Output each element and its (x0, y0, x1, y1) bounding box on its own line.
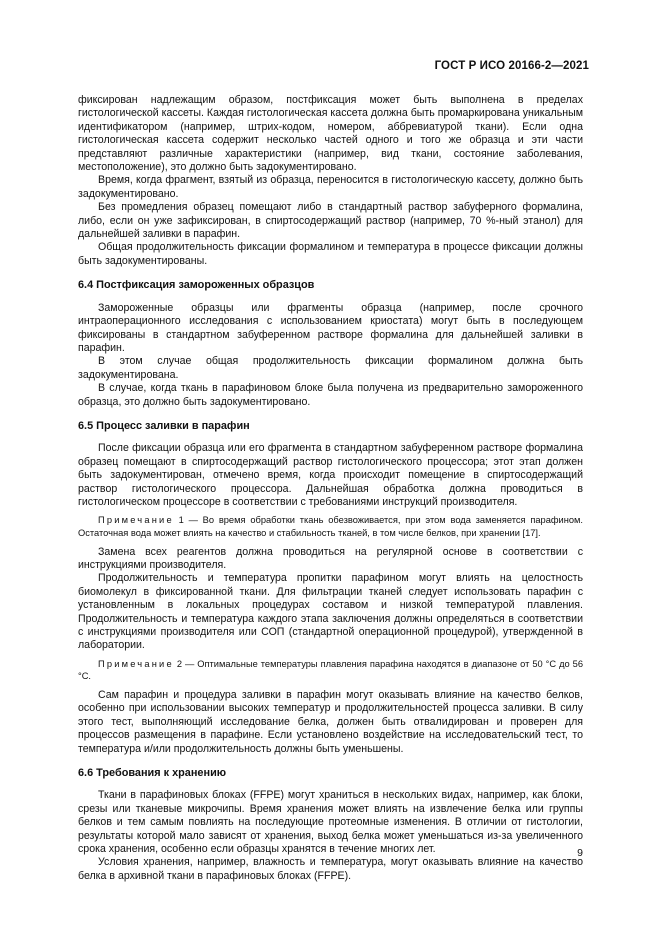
section-heading-6-5: 6.5 Процесс заливки в парафин (78, 419, 250, 432)
note-label: Примечание (98, 658, 174, 669)
paragraph: Сам парафин и процедура заливки в парафин могут оказывать влияние на качество белков, особенно при использовании высоких температур и продолжительностей процесса заливки. В силу этого тест, выполняющий исследование белка, должен быть отвалидирован и проверен для процессов размещения в парафине. Если установлено воздействие на исследовательский тест, то температура и/или продолжительность должны быть уменьшены. (78, 689, 583, 755)
paragraph: фиксирован надлежащим образом, постфиксация может быть выполнена в пределах гистологической кассеты. Каждая гистологическая кассета должна быть промаркирована уникальным идентификатором (например, штрих-кодом, номером, аббревиатурой ткани). Если одна гистологическая кассета содержит несколько частей одного и того же образца и эти части представляют различные характеристики (например, вид ткани, состояние заболевания, местоположение), это должно быть задокументировано. (78, 94, 583, 174)
paragraph: Ткани в парафиновых блоках (FFPE) могут храниться в нескольких видах, например, как блоки, срезы или тканевые микрочипы. Время хранения может влиять на извлечение белка или группы белков и тем самым повлиять на последующие протеомные изменения. В отличии от гистологии, результаты которой мало зависят от хранения, выход белка может уменьшаться из-за увеличенного срока хранения, особенно если образцы хранятся в течение многих лет. (78, 789, 583, 856)
paragraph: В случае, когда ткань в парафиновом блоке была получена из предварительно замороженного образца, это должно быть задокументировано. (78, 382, 583, 408)
note-2 (78, 658, 583, 683)
paragraph: После фиксации образца или его фрагмента в стандартном забуференном растворе формалина образец помещают в спиртосодержащий раствор гистологического процессора; этот этап должен быть задокументирован, отмечено время, когда происходит помещение в спиртосодержащий раствор гистологического процессора. Дальнейшая обработка должна проводиться в гистологическом процессоре в соответствии с требованиями инструкций производителя. (78, 442, 583, 508)
note-1 (78, 514, 583, 539)
paragraph: Замороженные образцы или фрагменты образца (например, после срочного интраоперационного исследования с использованием криостата) могут быть в последующем фиксированы в стандартном забуференном растворе формалина для дальнейшей заливки в парафин. (78, 301, 583, 354)
paragraph: Условия хранения, например, влажность и температура, могут оказывать влияние на качество белка в архивной ткани в парафиновых блоках (FFPE). (78, 856, 583, 882)
note-text: 1 — Во время обработки ткань обезвоживается, при этом вода заменяется парафином. Остаточная вода может влиять на качество и стабильность тканей, в том числе белков, при хранении [17]. (78, 515, 583, 538)
paragraph: Общая продолжительность фиксации формалином и температура в процессе фиксации должны быть задокументированы. (78, 241, 583, 267)
paragraph: В этом случае общая продолжительность фиксации формалином должна быть задокументирована. (78, 355, 583, 381)
section-heading-6-6: 6.6 Требования к хранению (78, 767, 227, 780)
note-label: Примечание (98, 515, 174, 526)
note-text: 2 — Оптимальные температуры плавления парафина находятся в диапазоне от 50 °С до 56 °С. (78, 658, 583, 682)
section-heading-6-4: 6.4 Постфиксация замороженных образцов (78, 279, 315, 292)
paragraph: Без промедления образец помещают либо в стандартный раствор забуферного формалина, либо, если он уже зафиксирован, в спиртосодержащий раствор (например, 70 %-ный этанол) для дальнейшей заливки в парафин. (78, 201, 583, 241)
paragraph: Время, когда фрагмент, взятый из образца, переносится в гистологическую кассету, должно быть задокументировано. (78, 174, 583, 200)
paragraph: Замена всех реагентов должна проводиться на регулярной основе в соответствии с инструкциями производителя. (78, 545, 583, 571)
document-body (78, 94, 583, 883)
page-number: 9 (577, 847, 583, 859)
document-header: ГОСТ Р ИСО 20166-2—2021 (434, 60, 589, 72)
paragraph: Продолжительность и температура пропитки парафином могут влиять на целостность биомолекул в фиксированной ткани. Для фильтрации тканей следует использовать парафин с установленным в локальных процедурах составом и низкой температурой плавления. Продолжительность и температура каждого этапа заключения должны определяться в соответствии с инструкциями производителя или СОП (стандартной операционной процедурой), утвержденной в лаборатории. (78, 572, 583, 652)
